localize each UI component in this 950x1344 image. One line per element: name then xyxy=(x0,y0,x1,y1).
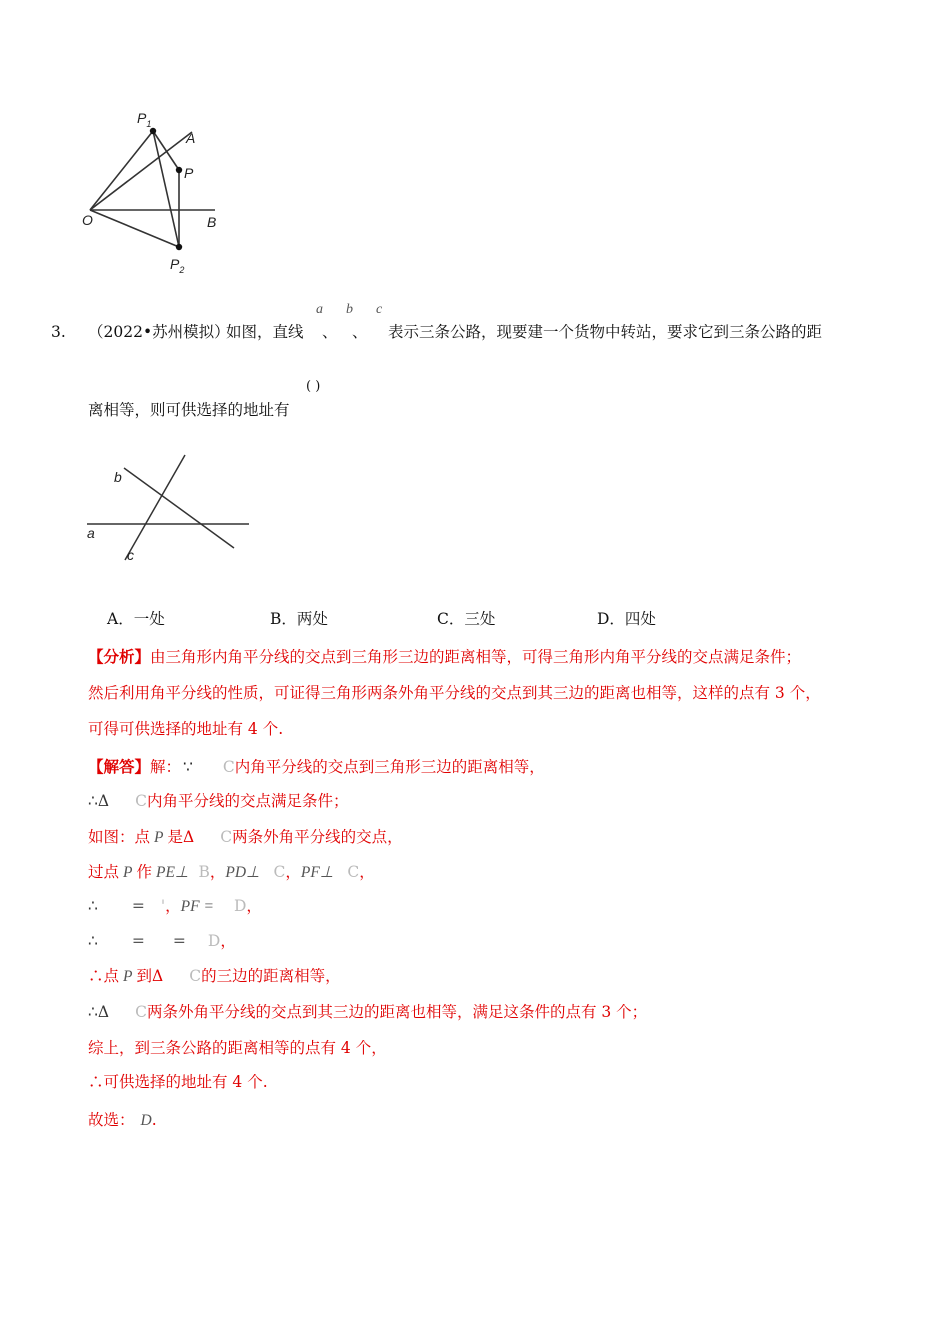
solution-l5-y: D xyxy=(233,897,247,915)
question-text-line2: 离相等，则可供选择的地址有 xyxy=(88,401,290,419)
segment-p1-p2 xyxy=(153,131,179,247)
solution-l3-c: C xyxy=(220,828,233,846)
question-text-part2: 表示三条公路，现要建一个货物中转站，要求它到三条公路的距 xyxy=(388,323,823,341)
line-c-label: c xyxy=(376,302,383,317)
solution-l4-x1: B xyxy=(198,863,210,881)
label-p2: $P_2$ xyxy=(170,256,185,275)
label-b: B xyxy=(207,214,217,230)
analysis-line3: 可得可供选择的地址有 4 个. xyxy=(88,720,284,738)
solution-l5-comma: ， xyxy=(165,897,181,915)
solution-l5-eq: = xyxy=(131,897,145,915)
solution-l4-comma2: ， xyxy=(285,863,301,881)
solution-l4-comma1: ， xyxy=(209,863,226,881)
solution-line11 xyxy=(88,1110,157,1131)
option-d[interactable]: D．四处 xyxy=(597,610,656,628)
solution-l5-therefore: ∴ xyxy=(88,897,98,915)
line-b-label: b xyxy=(346,302,353,317)
analysis-line1 xyxy=(88,647,801,667)
solution-l6-eq2: = xyxy=(172,932,186,950)
solution-l7-c: C xyxy=(189,967,202,985)
option-c[interactable]: C．三处 xyxy=(437,610,496,628)
solution-line6 xyxy=(88,931,236,951)
solution-l1-b: 内角平分线的交点到三角形三边的距离相等， xyxy=(234,758,545,776)
solution-l4-x3: C xyxy=(347,863,360,881)
analysis-tag: 【分析】 xyxy=(88,647,151,666)
analysis-line2: 然后利用角平分线的性质，可证得三角形两条外角平分线的交点到其三边的距离也相等，这样的点有 3 个， xyxy=(88,684,821,702)
solution-l11-a: 故选： xyxy=(88,1111,135,1129)
solution-l6-end: ， xyxy=(220,932,236,950)
segment-o-p1 xyxy=(90,131,153,210)
answer-parenthesis: ( ) xyxy=(306,379,321,394)
solution-l6-eq1: = xyxy=(131,932,145,950)
question-sep2: 、 xyxy=(352,323,368,341)
solution-l3-d: 两条外角平分线的交点， xyxy=(232,828,403,846)
solution-l7-p: P xyxy=(123,968,133,985)
question-number: 3. xyxy=(51,323,66,341)
label-road-a: a xyxy=(87,525,95,541)
road-c xyxy=(125,455,185,560)
question-source: （2022•苏州模拟） xyxy=(88,323,230,341)
solution-l4-a: 过点 xyxy=(88,863,120,881)
solution-l5-end: ， xyxy=(246,897,262,915)
solution-l4-pd: PD⊥ xyxy=(225,864,260,881)
point-p2 xyxy=(176,244,182,250)
question-sep1: 、 xyxy=(322,323,338,341)
solution-l2-c: C xyxy=(135,792,147,810)
solution-l11-d: D xyxy=(140,1112,152,1129)
solution-l4-comma3: ， xyxy=(359,863,375,881)
line-a-label: a xyxy=(316,302,323,317)
solution-l4-p: P xyxy=(123,864,133,881)
solution-l5-pf: PF = xyxy=(180,898,214,915)
solution-l6-y: D xyxy=(207,932,221,950)
solution-l1-c: C xyxy=(222,758,235,776)
solution-line7 xyxy=(88,966,341,987)
solution-line5 xyxy=(88,896,262,917)
segment-o-p2 xyxy=(90,210,179,247)
solution-tag: 【解答】 xyxy=(88,757,151,776)
solution-l7-a: ∴点 xyxy=(88,967,120,985)
solution-l1-because: ∵ xyxy=(183,758,193,776)
solution-l7-b: 到Δ xyxy=(136,967,164,985)
label-p1: $P_1$ xyxy=(137,110,152,129)
solution-l5-x: ' xyxy=(160,897,166,915)
solution-line1 xyxy=(88,757,545,777)
label-o: O xyxy=(82,212,93,228)
solution-l4-b: 作 xyxy=(136,863,152,881)
solution-l4-pf: PF⊥ xyxy=(300,864,334,881)
option-a[interactable]: A．一处 xyxy=(107,610,165,628)
solution-l3-p: P xyxy=(154,829,164,846)
figure-angle-bisector xyxy=(78,105,228,280)
solution-line3 xyxy=(88,827,403,848)
solution-line2 xyxy=(88,791,348,811)
analysis-text1: 由三角形内角平分线的交点到三角形三边的距离相等，可得三角形内角平分线的交点满足条件； xyxy=(150,648,802,666)
label-a: A xyxy=(186,130,196,146)
solution-l2-therefore: ∴Δ xyxy=(88,792,110,810)
solution-l11-end: . xyxy=(151,1111,157,1129)
question-text-part1: 如图，直线 xyxy=(226,323,304,341)
solution-l6-therefore: ∴ xyxy=(88,932,98,950)
option-b[interactable]: B．两处 xyxy=(270,610,328,628)
point-p xyxy=(176,167,182,173)
label-road-c: c xyxy=(127,547,134,563)
figure-three-roads xyxy=(82,450,257,568)
solution-line9: 综上，到三条公路的距离相等的点有 4 个， xyxy=(88,1039,387,1057)
solution-l3-a: 如图：点 xyxy=(88,828,151,846)
solution-l7-d: 的三边的距离相等， xyxy=(201,967,341,985)
label-road-b: b xyxy=(114,469,122,485)
solution-l3-b: 是Δ xyxy=(167,828,195,846)
solution-line10: ∴可供选择的地址有 4 个. xyxy=(88,1073,268,1091)
road-b xyxy=(124,468,234,548)
solution-l8-c: C xyxy=(135,1003,147,1021)
solution-l8-b: 两条外角平分线的交点到其三边的距离也相等，满足这条件的点有 3 个； xyxy=(146,1003,648,1021)
solution-l2-b: 内角平分线的交点满足条件； xyxy=(146,792,349,810)
solution-line8 xyxy=(88,1002,647,1022)
solution-l1-a: 解： xyxy=(150,758,182,776)
solution-l4-pe: PE⊥ xyxy=(156,864,189,881)
solution-l8-therefore: ∴Δ xyxy=(88,1003,110,1021)
label-p: P xyxy=(184,165,194,181)
solution-l4-x2: C xyxy=(273,863,286,881)
solution-line4 xyxy=(88,862,375,883)
